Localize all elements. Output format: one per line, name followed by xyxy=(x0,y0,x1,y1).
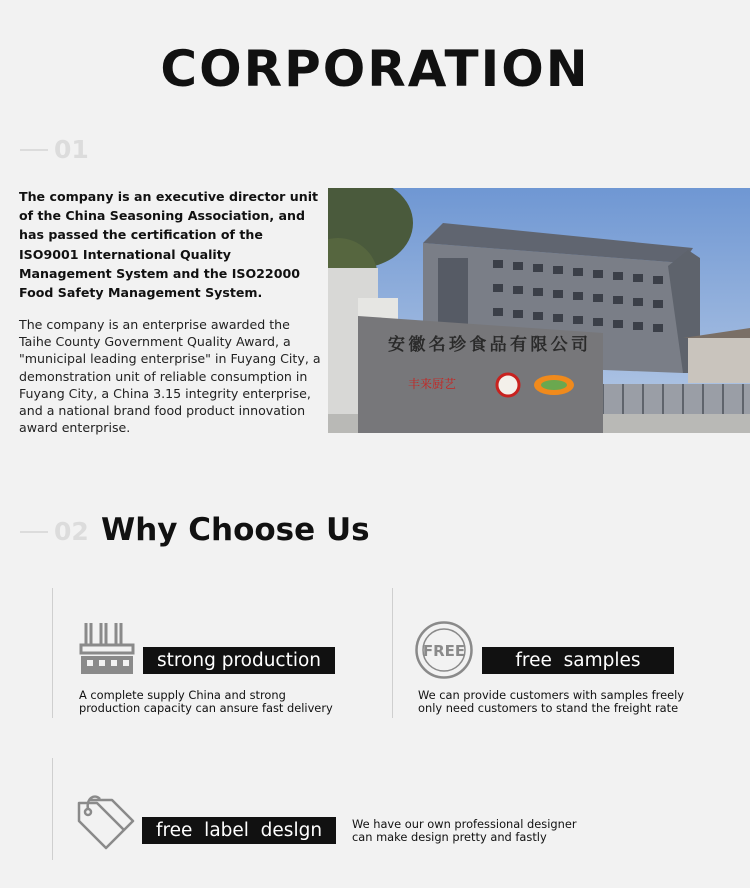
feature-desc-free-label-design xyxy=(352,818,577,844)
certification-paragraph: The company is an executive director unit of the China Seasoning Association, and has passed the certification of the ISO9001 International Quality Management System and the ISO22000 Food Safety Management System. xyxy=(19,189,319,301)
feature-divider xyxy=(392,588,393,718)
section-number-text: 02 xyxy=(54,517,89,546)
section-number-02 xyxy=(20,517,89,546)
section-number-01 xyxy=(20,135,89,164)
feature-desc-line: production capacity can ansure fast delivery xyxy=(79,701,333,715)
feature-desc-free-samples xyxy=(418,689,684,715)
brand-text: 丰来厨艺 xyxy=(408,377,457,391)
factory-icon xyxy=(78,620,136,683)
free-stamp-text: FREE xyxy=(422,642,466,660)
feature-desc-line: can make design pretty and fastly xyxy=(352,830,547,844)
section-dash xyxy=(20,531,48,533)
feature-divider xyxy=(52,758,53,860)
sign-text: 安徽名珍食品有限公司 xyxy=(388,335,588,355)
section-number-text: 01 xyxy=(54,135,89,164)
section-dash xyxy=(20,149,48,151)
feature-divider xyxy=(52,588,53,718)
feature-desc-line: We can provide customers with samples freely xyxy=(418,688,685,702)
feature-label-free-label-design: free label deslgn xyxy=(142,817,336,844)
section-title: Why Choose Us xyxy=(101,512,370,548)
awards-paragraph: The company is an enterprise awarded the Taihe County Government Quality Award, a "municipal leading enterprise" in Fuyang City, a demonstration unit of reliable consumption in Fuyang City, a China 3.15 integrity enterprise, and a national brand food product innovation award enterprise. xyxy=(19,317,321,436)
feature-desc-line: only need customers to stand the freight rate xyxy=(418,701,679,715)
feature-desc-strong-production xyxy=(79,689,333,715)
feature-desc-line: We have our own professional designer xyxy=(352,817,577,831)
free-stamp-icon xyxy=(414,620,474,685)
company-building-photo xyxy=(328,188,750,433)
feature-label-strong-production: strong production xyxy=(143,647,335,674)
page-title: CORPORATION xyxy=(160,40,590,98)
feature-desc-line: A complete supply China and strong xyxy=(79,688,286,702)
feature-label-free-samples: free samples xyxy=(482,647,674,674)
building-illustration xyxy=(328,188,750,433)
price-tag-icon xyxy=(76,791,136,858)
